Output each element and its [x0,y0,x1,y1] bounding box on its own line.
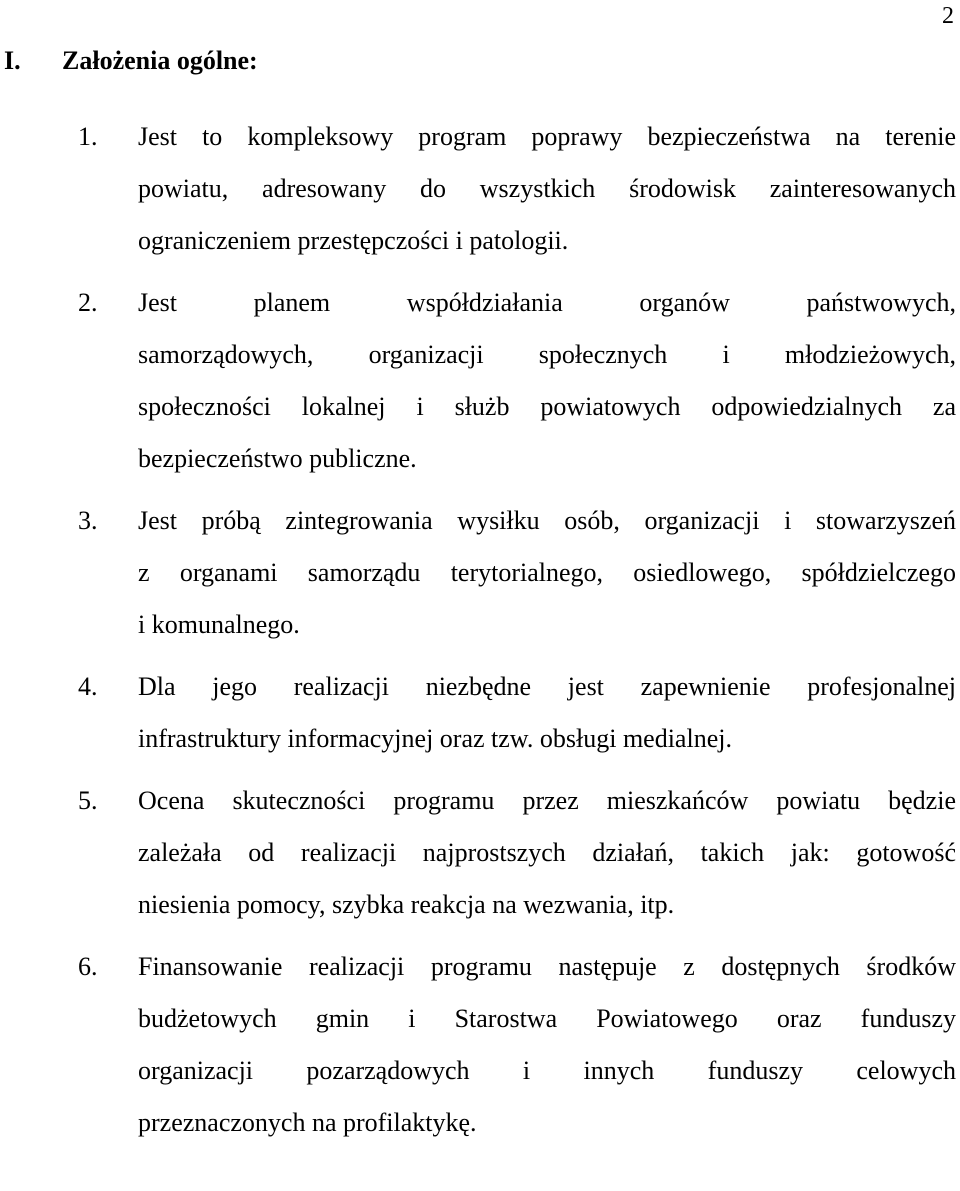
list-item-number: 5. [78,786,98,815]
list-item-line: społeczności lokalnej i służb powiatowych odpowiedzialnych za [138,392,956,421]
list-item-line: powiatu, adresowany do wszystkich środowisk zainteresowanych [138,174,956,203]
list-item-number: 1. [78,122,98,151]
list-item-line: organizacji pozarządowych i innych funduszy celowych [138,1056,956,1085]
section-title: Założenia ogólne: [62,46,258,75]
list-item-line: zależała od realizacji najprostszych działań, takich jak: gotowość [138,838,956,867]
list-item-line: Dla jego realizacji niezbędne jest zapewnienie profesjonalnej [138,672,956,701]
list-item-line: ograniczeniem przestępczości i patologii. [138,226,569,255]
list-item-line: z organami samorządu terytorialnego, osiedlowego, spółdzielczego [138,558,956,587]
principles-list [0,111,960,1159]
list-item-line: infrastruktury informacyjnej oraz tzw. obsługi medialnej. [138,724,732,753]
list-item [0,111,960,267]
list-item [0,941,960,1149]
list-item-number: 6. [78,952,98,981]
page-number: 2 [942,3,954,29]
list-item [0,277,960,485]
list-item-line: przeznaczonych na profilaktykę. [138,1108,477,1137]
section-heading [4,44,258,78]
list-item-number: 2. [78,288,98,317]
list-item-line: niesienia pomocy, szybka reakcja na wezwania, itp. [138,890,675,919]
list-item-number: 4. [78,672,98,701]
list-item-line: Finansowanie realizacji programu następuje z dostępnych środków [138,952,956,981]
list-item-line: Jest próbą zintegrowania wysiłku osób, organizacji i stowarzyszeń [138,506,956,535]
list-item [0,495,960,651]
section-roman-numeral: I. [4,46,21,75]
list-item [0,775,960,931]
list-item-number: 3. [78,506,98,535]
list-item-line: bezpieczeństwo publiczne. [138,444,417,473]
list-item-line: Jest planem współdziałania organów państwowych, [138,288,956,317]
list-item-line: budżetowych gmin i Starostwa Powiatowego oraz funduszy [138,1004,956,1033]
list-item-line: Jest to kompleksowy program poprawy bezpieczeństwa na terenie [138,122,956,151]
list-item-line: samorządowych, organizacji społecznych i młodzieżowych, [138,340,956,369]
list-item-line: Ocena skuteczności programu przez mieszkańców powiatu będzie [138,786,956,815]
list-item [0,661,960,765]
list-item-line: i komunalnego. [138,610,300,639]
